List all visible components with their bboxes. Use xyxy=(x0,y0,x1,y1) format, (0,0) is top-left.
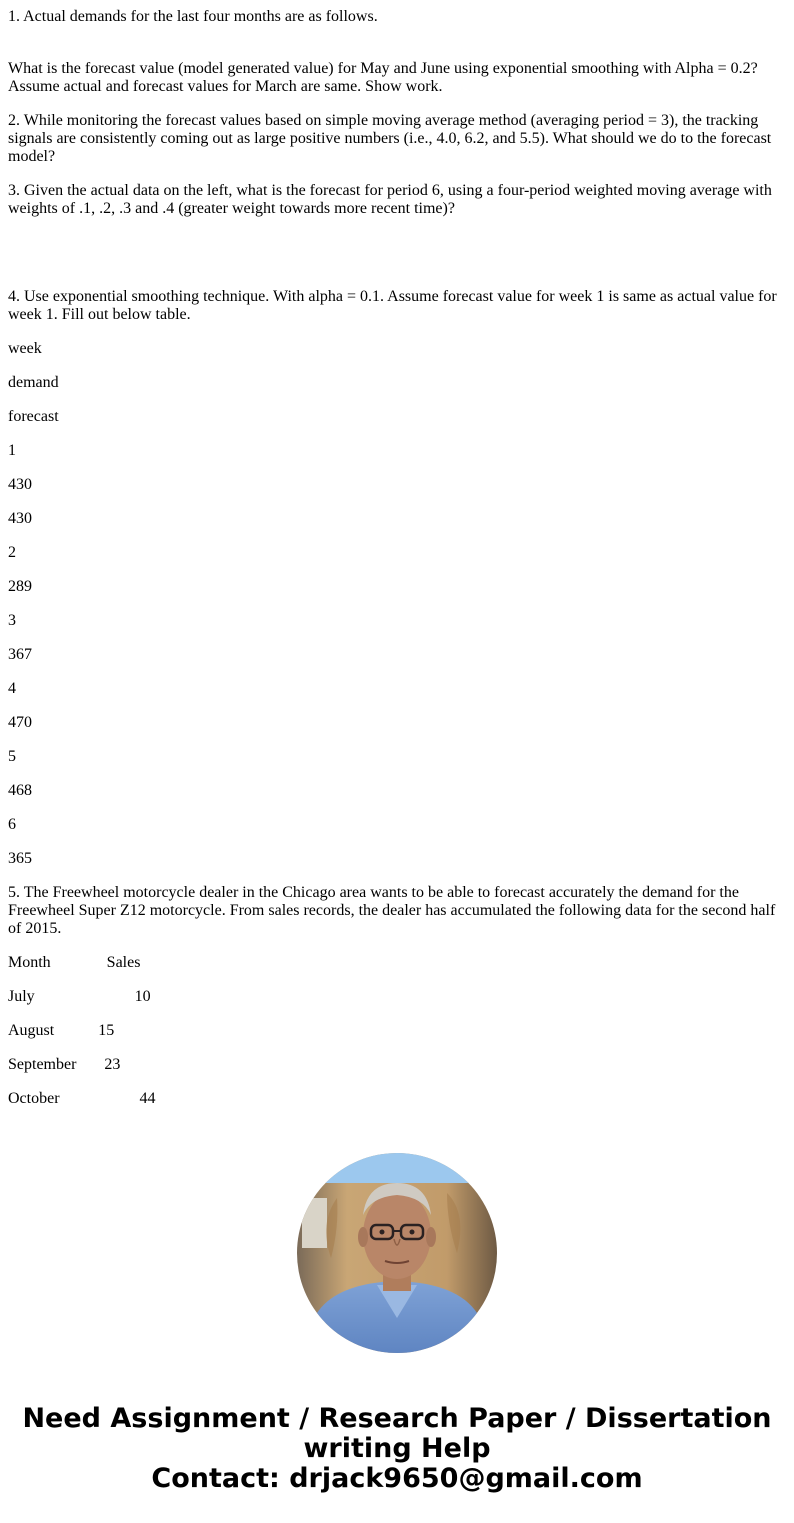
sales-row: Month Sales xyxy=(8,954,141,971)
author-photo xyxy=(297,1153,497,1353)
table-cell: 6 xyxy=(8,816,16,833)
question-2-text: 2. While monitoring the forecast values based on simple moving average method (averaging period = 3), the tracking signals are consistently coming out as large positive numbers (i.e., 4.0, 6.2, and 5.5). What should we do to the forecast model? xyxy=(8,112,776,165)
document-body xyxy=(8,8,786,1124)
question-4-text: 4. Use exponential smoothing technique. With alpha = 0.1. Assume forecast value for week 1 is same as actual value for week 1. Fill out below table. xyxy=(8,288,781,323)
spacer xyxy=(8,42,786,60)
table-cell: 430 xyxy=(8,510,32,527)
sales-row: October 44 xyxy=(8,1090,156,1107)
table-cell: 468 xyxy=(8,782,32,799)
promo-line-2: writing Help xyxy=(303,1433,491,1464)
table-cell: 289 xyxy=(8,578,32,595)
sales-row: September 23 xyxy=(8,1056,121,1073)
week-demand-table xyxy=(8,340,786,868)
spacer xyxy=(8,234,786,288)
table-cell: 2 xyxy=(8,544,16,561)
table-cell: forecast xyxy=(8,408,59,425)
sales-row: August 15 xyxy=(8,1022,115,1039)
table-cell: 430 xyxy=(8,476,32,493)
monthly-sales-table xyxy=(8,954,786,1108)
table-cell: 4 xyxy=(8,680,16,697)
question-3-text: 3. Given the actual data on the left, what is the forecast for period 6, using a four-period weighted moving average with weights of .1, .2, .3 and .4 (greater weight towards more recent time)? xyxy=(8,182,776,217)
table-cell: 365 xyxy=(8,850,32,867)
table-cell: demand xyxy=(8,374,59,391)
sales-row: July 10 xyxy=(8,988,151,1005)
avatar-illustration xyxy=(297,1153,497,1353)
question-5-text: 5. The Freewheel motorcycle dealer in the Chicago area wants to be able to forecast accurately the demand for the Freewheel Super Z12 motorcycle. From sales records, the dealer has accumulated the following data for the second half of 2015. xyxy=(8,884,780,937)
table-cell: week xyxy=(8,340,42,357)
table-cell: 3 xyxy=(8,612,16,629)
promo-banner xyxy=(0,1404,794,1494)
table-cell: 5 xyxy=(8,748,16,765)
promo-contact: Contact: drjack9650@gmail.com xyxy=(151,1463,643,1494)
promo-line-1: Need Assignment / Research Paper / Dissertation xyxy=(22,1403,772,1434)
table-cell: 1 xyxy=(8,442,16,459)
table-cell: 470 xyxy=(8,714,32,731)
question-1-intro: 1. Actual demands for the last four months are as follows. xyxy=(8,8,378,25)
question-1-text: What is the forecast value (model generated value) for May and June using exponential smoothing with Alpha = 0.2? Assume actual and forecast values for March are same. Show work. xyxy=(8,60,761,95)
table-cell: 367 xyxy=(8,646,32,663)
